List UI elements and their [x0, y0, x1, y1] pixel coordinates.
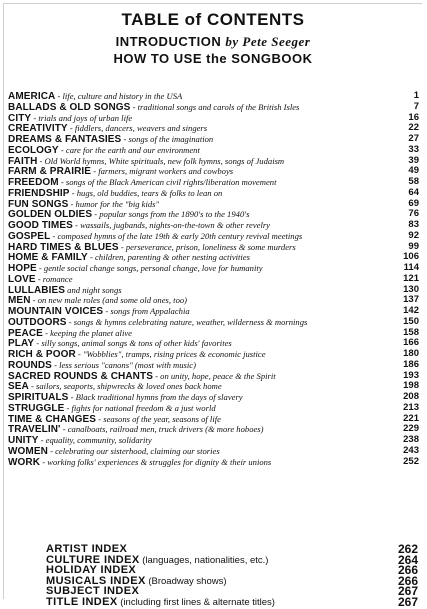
- category-description: - gentle social change songs, personal change, love for humanity: [36, 263, 263, 273]
- page-number: 69: [408, 197, 419, 209]
- index-label: SUBJECT INDEX: [46, 585, 140, 597]
- page-number: 16: [408, 111, 419, 123]
- category-name: UNITY: [8, 435, 39, 446]
- contents-list: [8, 91, 421, 467]
- page-number: 158: [403, 326, 419, 338]
- category-description: - songs of the imagination: [121, 134, 214, 144]
- index-page-number: 262: [397, 542, 418, 556]
- category-name: CITY: [8, 112, 32, 124]
- category-description: - trials and joys of urban life: [31, 112, 133, 123]
- category-description: - humor for the "big kids": [68, 198, 160, 209]
- contents-entry: [8, 446, 421, 457]
- category-description: - sailors, seaports, shipwrecks & loved ones back home: [28, 381, 222, 392]
- contents-entry: [8, 371, 421, 382]
- contents-entry: [8, 188, 421, 199]
- page-number: 114: [403, 262, 419, 273]
- contents-entry: [8, 392, 421, 403]
- category-description: - canalboats, railroad men, truck drivers (& more hoboes): [60, 424, 264, 435]
- page-number: 243: [403, 444, 419, 456]
- index-page-number: 266: [397, 573, 418, 588]
- contents-entry: [8, 328, 421, 339]
- category-name: SACRED ROUNDS & CHANTS: [8, 370, 153, 382]
- page-number: 22: [408, 122, 419, 134]
- category-description: - Old World hymns, White spirituals, new folk hymns, songs of Judaism: [37, 155, 285, 166]
- contents-entry: [8, 424, 421, 435]
- category-name: PLAY: [8, 338, 35, 350]
- category-name: HOPE: [8, 263, 37, 274]
- page-number: 180: [403, 348, 419, 359]
- page-number: 92: [408, 229, 419, 241]
- contents-entry: [8, 349, 421, 360]
- category-description: - celebrating our sisterhood, claiming our stories: [47, 445, 220, 456]
- category-description: - farmers, migrant workers and cowboys: [91, 166, 234, 177]
- category-name: HOME & FAMILY: [8, 252, 88, 264]
- category-name: PEACE: [8, 327, 43, 339]
- category-description: - popular songs from the 1890's to the 1940's: [92, 209, 250, 220]
- category-name: STRUGGLE: [8, 402, 65, 414]
- page-number: 150: [403, 315, 419, 327]
- category-description: - on new male roles (and some old ones, too): [30, 295, 188, 306]
- category-description: - wassails, jugbands, nights-on-the-town & other revelry: [72, 220, 270, 230]
- index-title: [46, 597, 275, 609]
- contents-entry: [8, 338, 421, 349]
- contents-entry: [8, 156, 421, 167]
- page-number: 198: [403, 380, 419, 392]
- contents-entry: [8, 457, 421, 468]
- category-name: TRAVELIN': [8, 424, 61, 436]
- contents-entry: [8, 360, 421, 371]
- index-list: [4, 544, 423, 607]
- page-number: 99: [408, 240, 419, 252]
- contents-entry: [8, 295, 421, 306]
- category-description: - composed hymns of the late 19th & early 20th century revival meetings: [50, 230, 303, 241]
- index-label: CULTURE INDEX: [46, 553, 140, 566]
- page-number: 252: [403, 455, 419, 467]
- category-description: - children, parenting & other nesting activities: [87, 252, 250, 263]
- index-label: ARTIST INDEX: [46, 543, 128, 555]
- category-description: - equality, community, solidarity: [38, 435, 152, 445]
- category-name: FARM & PRAIRIE: [8, 166, 92, 178]
- page-number: 49: [408, 165, 419, 177]
- category-description: - fights for national freedom & a just world: [64, 402, 216, 413]
- category-name: BALLADS & OLD SONGS: [8, 101, 131, 113]
- contents-entry: [8, 91, 421, 102]
- contents-entry: [8, 403, 421, 414]
- page-number: 58: [408, 176, 419, 187]
- category-name: CREATIVITY: [8, 123, 68, 135]
- category-description: - songs from Appalachia: [103, 306, 190, 316]
- contents-entry: [8, 134, 421, 145]
- category-name: DREAMS & FANTASIES: [8, 134, 122, 145]
- category-name: AMERICA: [8, 91, 56, 102]
- contents-entry: [8, 199, 421, 210]
- page-number: 33: [408, 143, 419, 155]
- page-number: 137: [403, 294, 419, 306]
- category-description: - care for the earth and our environment: [58, 144, 200, 155]
- introduction-heading: [4, 34, 422, 50]
- contents-entry: [8, 209, 421, 220]
- category-description: - songs & hymns celebrating nature, weather, wilderness & mornings: [66, 316, 308, 327]
- contents-entry: [8, 231, 421, 242]
- page-number: 166: [403, 337, 419, 349]
- introduction-author: by Pete Seeger: [225, 34, 311, 49]
- category-description: - perseverance, prison, loneliness & some murders: [118, 241, 296, 252]
- contents-entry: [8, 123, 421, 134]
- category-name: WORK: [8, 456, 41, 468]
- introduction-label: INTRODUCTION: [115, 34, 222, 49]
- category-name: FAITH: [8, 155, 38, 167]
- contents-entry: [8, 166, 421, 177]
- contents-entry: [8, 242, 421, 253]
- page-number: 208: [403, 391, 419, 402]
- category-description: - seasons of the year, seasons of life: [96, 413, 221, 424]
- category-name: LOVE: [8, 273, 36, 285]
- page-number: 39: [408, 154, 419, 166]
- index-page-number: 267: [397, 584, 418, 598]
- contents-entry: [8, 414, 421, 425]
- page-number: 229: [403, 423, 419, 435]
- category-description: - romance: [35, 273, 73, 284]
- category-description: - life, culture and history in the USA: [55, 91, 183, 101]
- contents-entry: [8, 317, 421, 328]
- contents-entry-text: [8, 457, 395, 469]
- category-name: MOUNTAIN VOICES: [8, 306, 104, 317]
- category-name: FUN SONGS: [8, 198, 69, 210]
- category-name: GOLDEN OLDIES: [8, 209, 93, 221]
- how-to-use-heading: HOW TO USE the SONGBOOK: [113, 51, 313, 66]
- contents-entry: [8, 177, 421, 188]
- page-number: 130: [403, 283, 419, 295]
- category-name: TIME & CHANGES: [8, 413, 97, 425]
- page-number: 76: [408, 208, 419, 220]
- index-label: TITLE INDEX: [46, 595, 118, 608]
- index-label: HOLIDAY INDEX: [46, 564, 137, 576]
- index-note: (languages, nationalities, etc.): [139, 554, 269, 566]
- page-number: 121: [403, 272, 419, 284]
- category-name: FRIENDSHIP: [8, 187, 70, 199]
- page-number: 64: [408, 186, 419, 198]
- category-description: - "Wobblies", tramps, rising prices & economic justice: [75, 349, 266, 359]
- contents-entry: [8, 145, 421, 156]
- category-name: LULLABIES: [8, 284, 66, 296]
- page-number: 142: [403, 305, 419, 316]
- category-description: and night songs: [65, 284, 122, 295]
- category-name: OUTDOORS: [8, 316, 67, 328]
- index-note: (including first lines & alternate titles): [117, 596, 275, 608]
- index-page-number: 264: [397, 552, 418, 567]
- contents-entry: [8, 113, 421, 124]
- contents-entry: [8, 252, 421, 263]
- category-name: ECOLOGY: [8, 144, 59, 156]
- index-page-number: 266: [397, 563, 418, 577]
- page-number: 27: [408, 133, 419, 144]
- contents-entry: [8, 102, 421, 113]
- category-description: - less serious "canons" (most with music): [51, 359, 196, 370]
- page-number: 221: [403, 412, 419, 424]
- category-description: - keeping the planet alive: [42, 327, 132, 338]
- category-name: ROUNDS: [8, 359, 52, 371]
- category-name: FREEDOM: [8, 177, 59, 188]
- page-number: 7: [413, 100, 419, 112]
- page-number: 106: [403, 251, 419, 263]
- page-number: 238: [403, 434, 419, 445]
- index-entry: [4, 594, 423, 609]
- category-description: - hugs, old buddies, tears & folks to lean on: [69, 187, 223, 198]
- page-number: 186: [403, 358, 419, 370]
- page-number: 83: [408, 219, 419, 230]
- contents-entry: [8, 274, 421, 285]
- contents-page: [3, 3, 422, 609]
- category-name: MEN: [8, 295, 31, 307]
- contents-entry: [8, 306, 421, 317]
- page-number: 193: [403, 369, 419, 381]
- category-description: - Black traditional hymns from the days of slavery: [68, 392, 243, 402]
- contents-entry: [8, 285, 421, 296]
- category-name: SEA: [8, 381, 29, 393]
- category-description: - silly songs, animal songs & tons of other kids' favorites: [34, 338, 232, 349]
- category-name: WOMEN: [8, 445, 48, 457]
- category-name: GOOD TIMES: [8, 220, 73, 231]
- category-description: - songs of the Black American civil rights/liberation movement: [58, 177, 277, 187]
- category-name: SPIRITUALS: [8, 392, 69, 403]
- page-number: 213: [403, 401, 419, 413]
- contents-entry: [8, 220, 421, 231]
- category-name: RICH & POOR: [8, 349, 76, 360]
- index-note: (Broadway shows): [145, 575, 227, 587]
- category-description: - traditional songs and carols of the British Isles: [130, 101, 300, 112]
- index-label: MUSICALS INDEX: [46, 574, 146, 587]
- contents-entry: [8, 381, 421, 392]
- category-description: - working folks' experiences & struggles for dignity & their unions: [40, 456, 272, 467]
- index-page-number: 267: [397, 594, 418, 609]
- contents-entry: [8, 435, 421, 446]
- category-description: - fiddlers, dancers, weavers and singers: [67, 123, 208, 134]
- page-number: 1: [413, 90, 419, 101]
- page-title: TABLE of CONTENTS: [121, 10, 305, 29]
- category-name: GOSPEL: [8, 230, 51, 242]
- contents-entry: [8, 263, 421, 274]
- category-name: HARD TIMES & BLUES: [8, 241, 119, 253]
- category-description: - on unity, hope, peace & the Spirit: [152, 370, 276, 381]
